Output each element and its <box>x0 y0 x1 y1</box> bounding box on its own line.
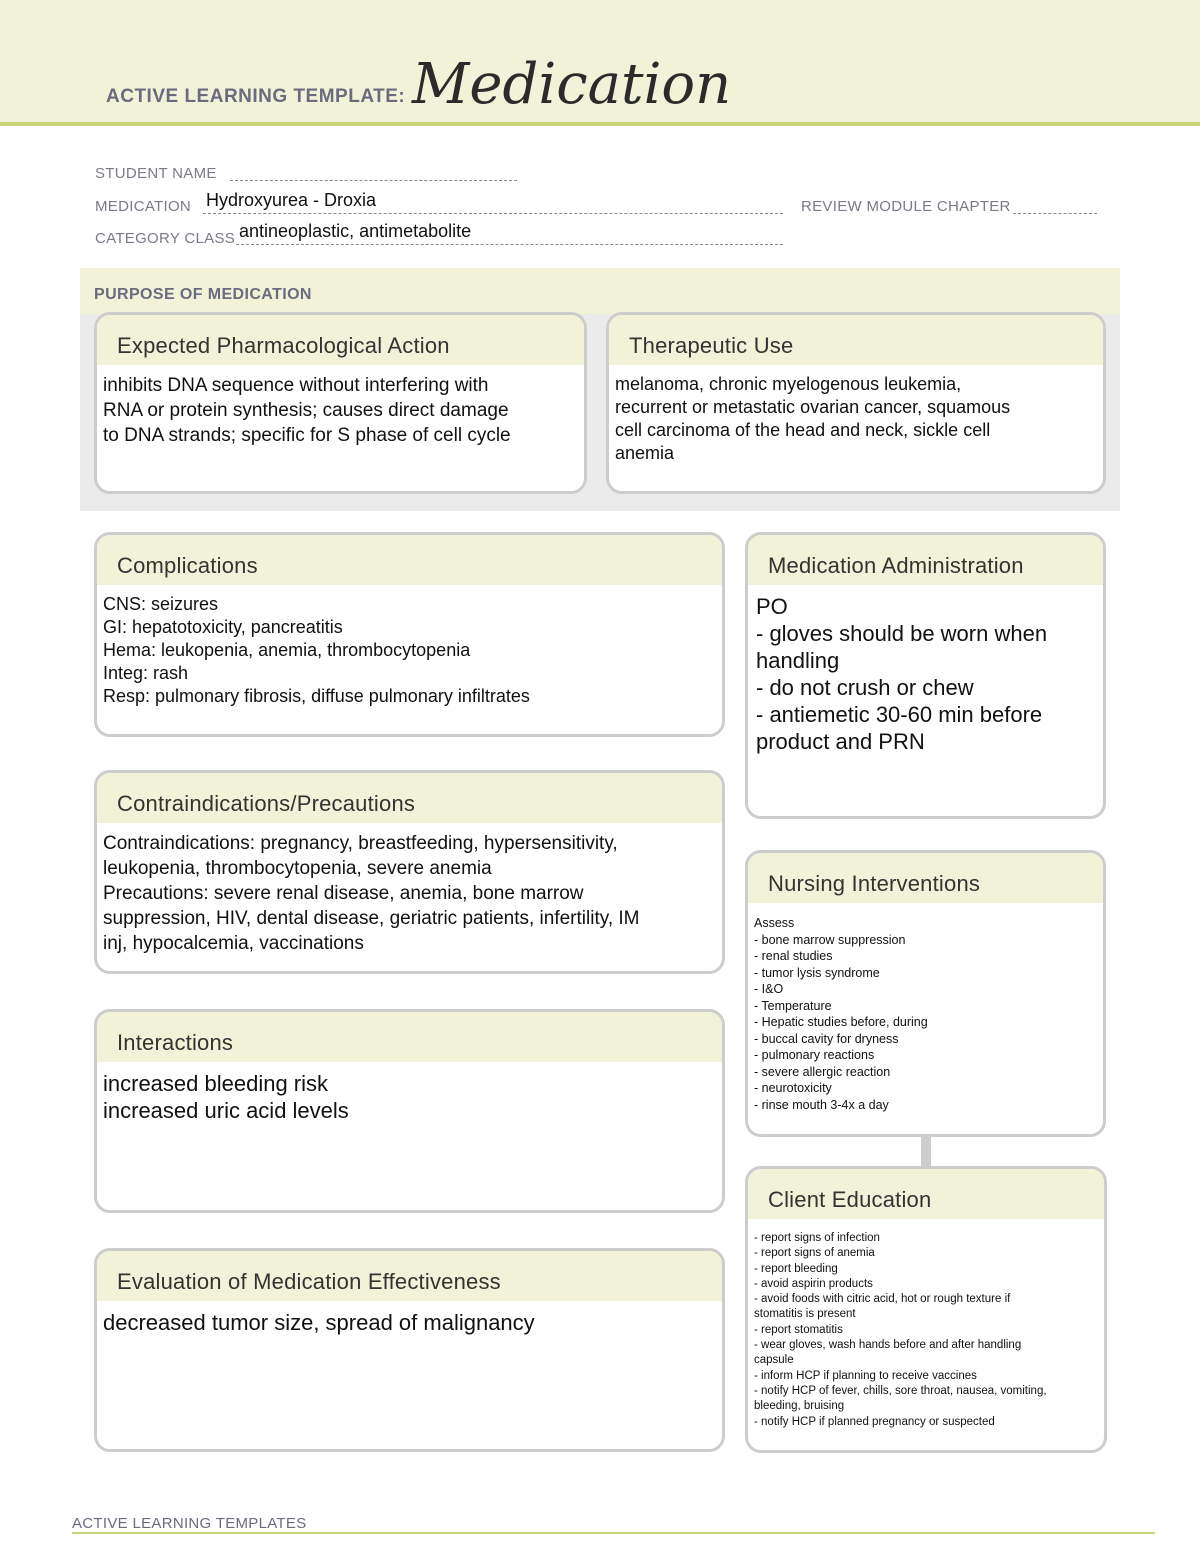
interactions-title: Interactions <box>97 1012 722 1062</box>
complications-card <box>94 532 725 737</box>
nursing-title: Nursing Interventions <box>748 853 1103 903</box>
therapeutic-use-title: Therapeutic Use <box>609 315 1103 365</box>
category-class-field[interactable] <box>236 244 783 245</box>
review-module-field[interactable] <box>1013 213 1097 214</box>
evaluation-body[interactable]: decreased tumor size, spread of malignancy <box>103 1310 535 1335</box>
category-class-value: antineoplastic, antimetabolite <box>239 221 472 241</box>
medication-value: Hydroxyurea - Droxia <box>206 190 377 210</box>
header-rule <box>0 122 1200 126</box>
complications-body[interactable]: CNS: seizures GI: hepatotoxicity, pancreatitis Hema: leukopenia, anemia, thrombocytopenia Integ: rash Resp: pulmonary fibrosis, diffuse pulmonary infiltrates <box>103 594 530 706</box>
connector-bar <box>921 1136 931 1166</box>
footer-rule <box>72 1532 1155 1534</box>
expected-action-card <box>94 312 587 494</box>
therapeutic-use-card <box>606 312 1106 494</box>
administration-card <box>745 532 1106 819</box>
education-card <box>745 1166 1107 1453</box>
student-name-field[interactable] <box>230 180 517 181</box>
contraindications-body[interactable]: Contraindications: pregnancy, breastfeeding, hypersensitivity, leukopenia, thrombocytopenia, severe anemia Precautions: severe renal disease, anemia, bone marrow suppression, HIV, dental disease, geriatric patients, infertility, IM inj, hypocalcemia, vaccinations <box>103 833 640 954</box>
footer-label: ACTIVE LEARNING TEMPLATES <box>72 1515 307 1532</box>
contraindications-title: Contraindications/Precautions <box>97 773 722 823</box>
page-title: Medication <box>412 52 732 117</box>
evaluation-title: Evaluation of Medication Effectiveness <box>97 1251 722 1301</box>
education-title: Client Education <box>748 1169 1104 1219</box>
contraindications-card <box>94 770 725 974</box>
complications-title: Complications <box>97 535 722 585</box>
expected-action-body[interactable]: inhibits DNA sequence without interfering with RNA or protein synthesis; causes direct damage to DNA strands; specific for S phase of cell cycle <box>103 375 511 446</box>
medication-field[interactable] <box>203 213 783 214</box>
therapeutic-use-body[interactable]: melanoma, chronic myelogenous leukemia, recurrent or metastatic ovarian cancer, squamous cell carcinoma of the head and neck, sickle cell anemia <box>615 374 1011 463</box>
administration-body[interactable]: PO - gloves should be worn when handling - do not crush or chew - antiemetic 30-60 min before product and PRN <box>756 594 1048 754</box>
purpose-label: PURPOSE OF MEDICATION <box>94 286 312 303</box>
student-name-label: STUDENT NAME <box>95 165 217 182</box>
expected-action-title: Expected Pharmacological Action <box>97 315 584 365</box>
administration-title: Medication Administration <box>748 535 1103 585</box>
evaluation-card <box>94 1248 725 1452</box>
review-module-label: REVIEW MODULE CHAPTER <box>801 198 1011 215</box>
nursing-body[interactable]: Assess - bone marrow suppression - renal studies - tumor lysis syndrome - I&O - Temperature - Hepatic studies before, during - buccal cavity for dryness - pulmonary reactions - severe allergic reaction - neurotoxicity - rinse mouth 3-4x a day <box>754 916 928 1112</box>
education-body[interactable]: - report signs of infection - report signs of anemia - report bleeding - avoid aspirin products - avoid foods with citric acid, hot or rough texture if stomatitis is present - report stomatitis - wear gloves, wash hands before and after handling capsule - inform HCP if planning to receive vaccines - notify HCP of fever, chills, sore throat, nausea, vomiting, bleeding, bruising - notify HCP if planned pregnancy or suspected <box>754 1232 1047 1428</box>
template-label: ACTIVE LEARNING TEMPLATE: <box>106 86 406 107</box>
medication-label: MEDICATION <box>95 198 192 215</box>
nursing-card <box>745 850 1106 1137</box>
category-class-label: CATEGORY CLASS <box>95 230 236 247</box>
interactions-body[interactable]: increased bleeding risk increased uric acid levels <box>103 1071 349 1123</box>
interactions-card <box>94 1009 725 1213</box>
